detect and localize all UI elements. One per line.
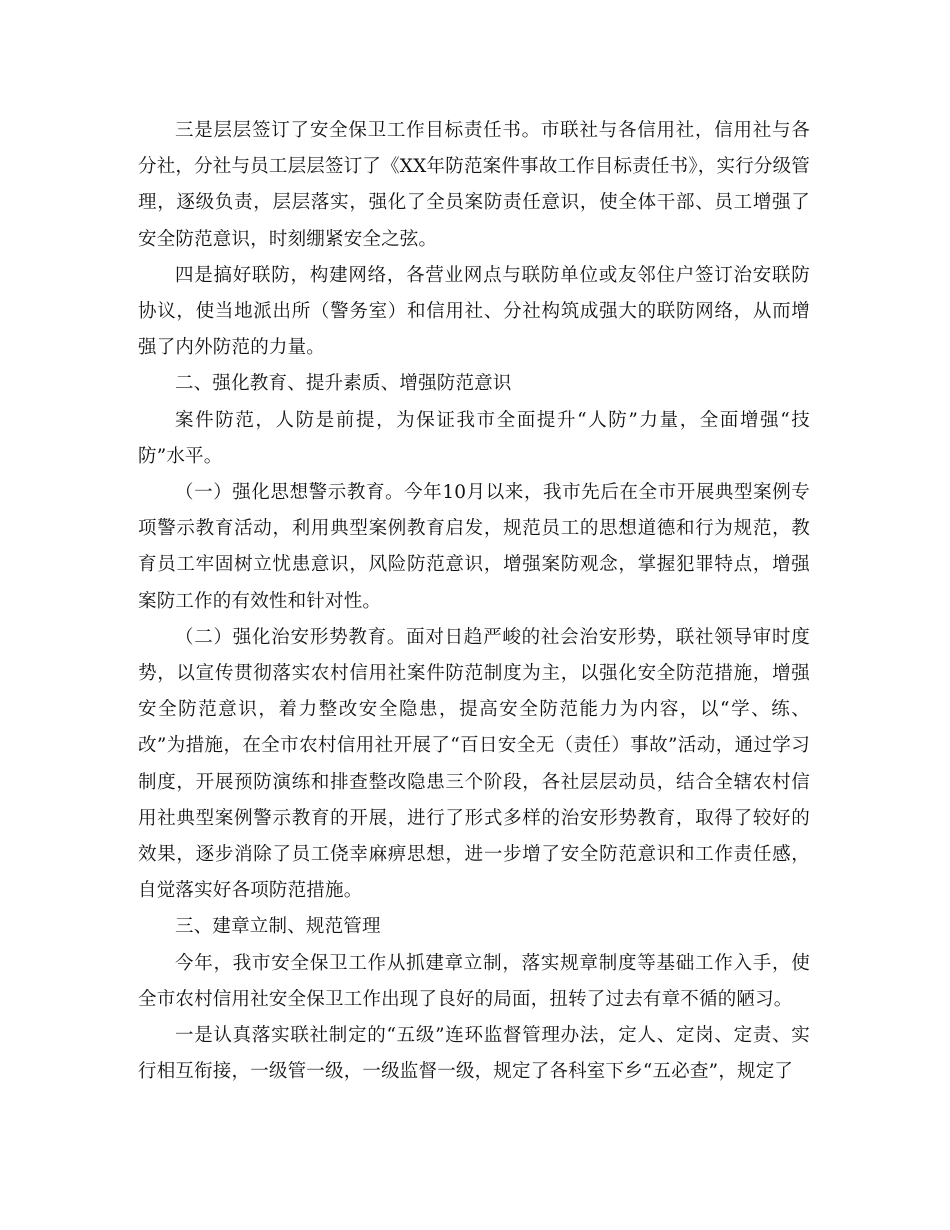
document-page — [138, 113, 810, 1090]
paragraph-joint-defense: 四是搞好联防，构建网络，各营业网点与联防单位或友邻住户签订治安联防协议，使当地派出所（警务室）和信用社、分社构筑成强大的联防网络，从而增强了内外防范的力量。 — [138, 264, 810, 359]
paragraph-warning-education: （一）强化思想警示教育。今年10月以来，我市先后在全市开展典型案例专项警示教育活动，利用典型案例教育启发，规范员工的思想道德和行为规范，教育员工牢固树立忧患意识，风险防范意识，增强案防观念，掌握犯罪特点，增强案防工作的有效性和针对性。 — [138, 482, 810, 612]
section-heading-education: 二、强化教育、提升素质、增强防范意识 — [175, 373, 512, 395]
paragraph-security-situation: （二）强化治安形势教育。面对日趋严峻的社会治安形势，联社领导审时度势，以宣传贯彻落实农村信用社案件防范制度为主，以强化安全防范措施，增强安全防范意识，着力整改安全隐患，提高安全防范能力为内容，以“学、练、改”为措施，在全市农村信用社开展了“百日安全无（责任）事故”活动，通过学习制度，开展预防演练和排查整改隐患三个阶段，各社层层动员，结合全辖农村信用社典型案例警示教育的开展，进行了形式多样的治安形势教育，取得了较好的效果，逐步消除了员工侥幸麻痹思想，进一步增了安全防范意识和工作责任感，自觉落实好各项防范措施。 — [138, 626, 810, 902]
paragraph-this-year: 今年，我市安全保卫工作从抓建章立制，落实规章制度等基础工作入手，使全市农村信用社安全保卫工作出现了良好的局面，扭转了过去有章不循的陋习。 — [138, 952, 810, 1010]
paragraph-case-prevention: 案件防范，人防是前提，为保证我市全面提升“人防”力量，全面增强“技防”水平。 — [138, 409, 810, 467]
paragraph-target-responsibility: 三是层层签订了安全保卫工作目标责任书。市联社与各信用社，信用社与各分社，分社与员工层层签订了《XX年防范案件事故工作目标责任书》，实行分级管理，逐级负责，层层落实，强化了全员案防责任意识，使全体干部、员工增强了安全防范意识，时刻绷紧安全之弦。 — [138, 120, 810, 250]
paragraph-five-level-supervision: 一是认真落实联社制定的“五级”连环监督管理办法，定人、定岗、定责、实行相互衔接，一级管一级，一级监督一级，规定了各科室下乡“五必查”，规定了 — [138, 1025, 810, 1083]
section-heading-regulations: 三、建章立制、规范管理 — [175, 916, 381, 938]
